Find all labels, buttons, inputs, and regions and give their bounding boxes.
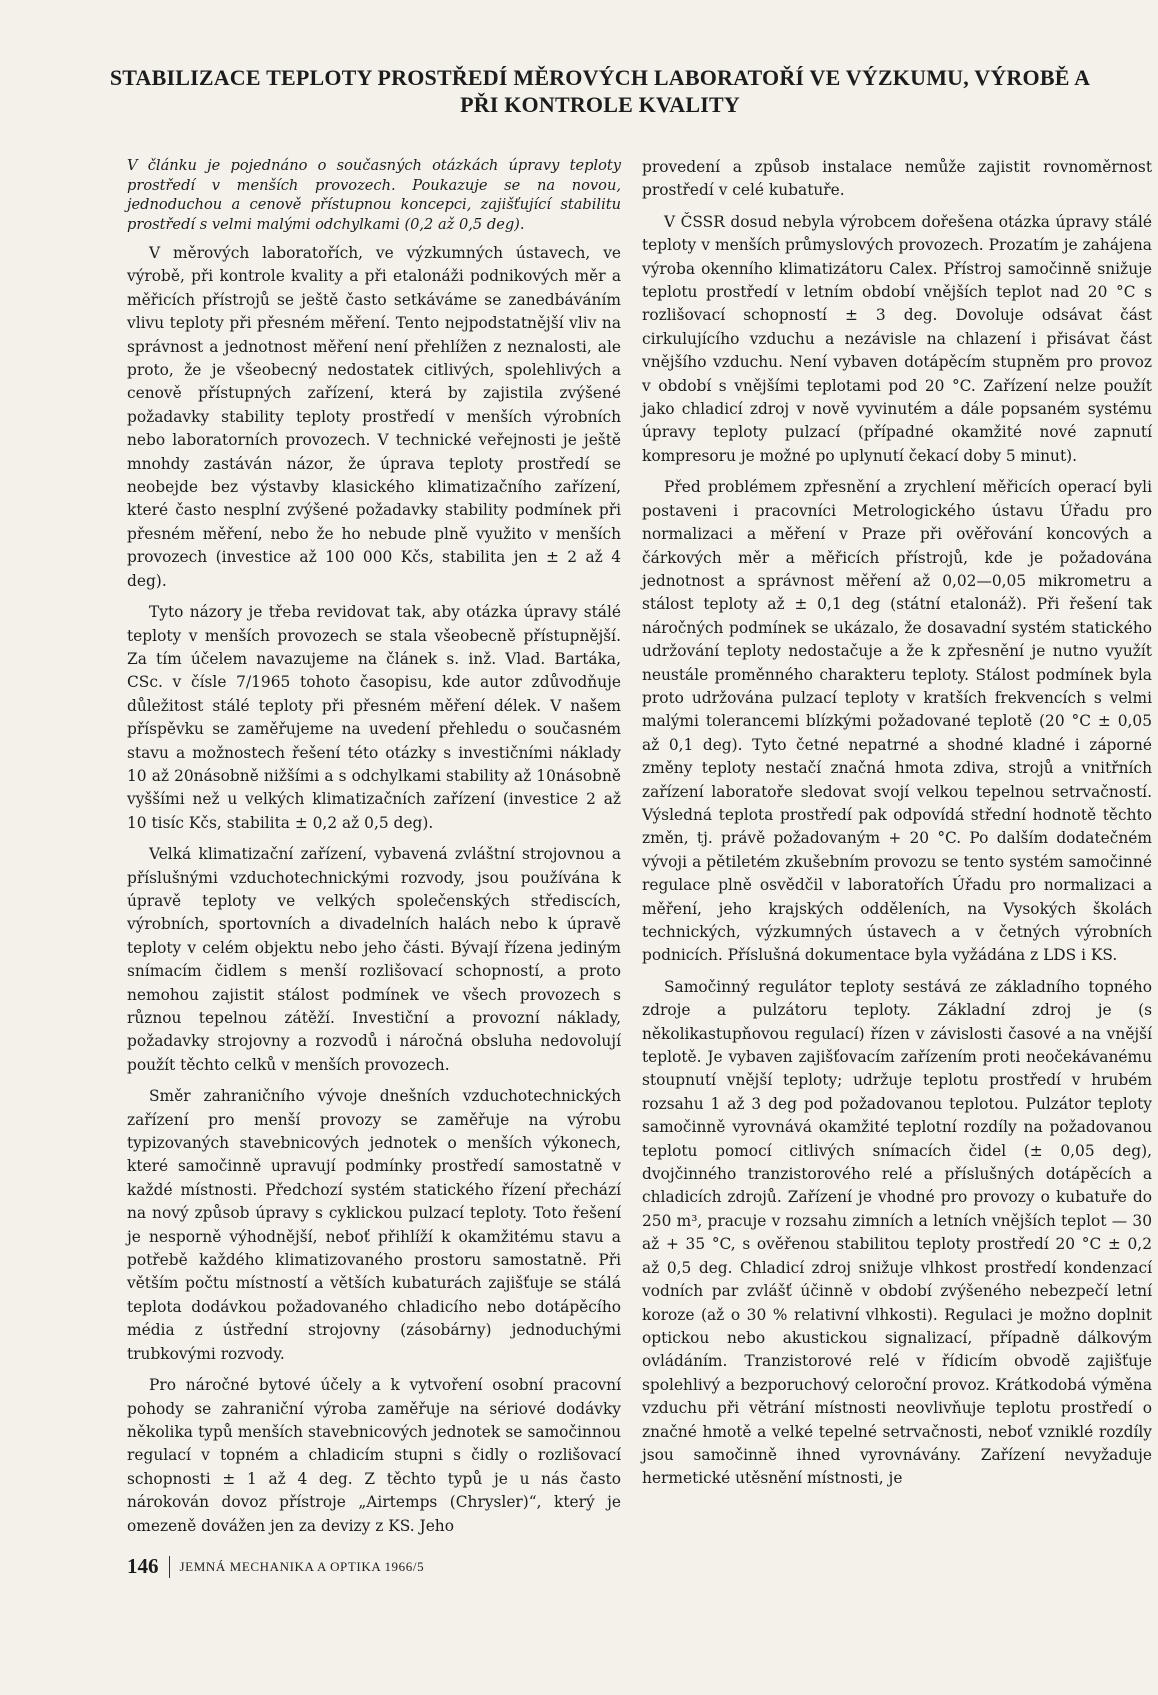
paragraph: Před problémem zpřesnění a zrychlení měřicích operací byli postaveni i pracovníci Metrologického ústavu Úřadu pro normalizaci a měření v Praze při ověřování koncových a čárkových měr a měřicích přístrojů, kde je požadována jednotnost a správnost měření až 0,02—0,05 mikrometru a stálost teploty až ± 0,1 deg (státní etalonáž). Při řešení tak náročných podmínek se ukázalo, že dosavadní systém statického udržování teploty nedostačuje a že k zpřesnění je nutno využít neustále proměnného charakteru teploty. Stálost podmínek byla proto udržována pulzací teploty v kratších frekvencích s velmi malými tolerancemi blízkými požadované teplotě (20 °C ± 0,05 až 0,1 deg). Tyto četné nepatrné a shodné kladné i záporné změny teploty nestačí značná hmota zdiva, strojů a vnitřních zařízení laboratoře sledovat svojí velkou tepelnou setrvačností. Výsledná teplota prostředí pak odpovídá střední hodnotě těchto změn, tj. právě požadovaným + 20 °C. Po dalším dodatečném vývoji a pětiletém zkušebním provozu se tento systém samočinné regulace plně osvědčil v laboratořích Úřadu pro normalizaci a měření, jeho krajských odděleních, na Vysokých školách technických, výzkumných ústavech a v četných výrobních podnicích. Příslušná dokumentace byla vyžádána z LDS i KS. [642,478,1152,965]
paragraph: V měrových laboratořích, ve výzkumných ústavech, ve výrobě, při kontrole kvality a při etalonáži podnikových měr a měřicích přístrojů se ještě často setkáváme se zanedbáváním vlivu teploty při přesném měření. Tento nejpodstatnější vliv na správnost a jednotnost měření není přehlížen z neznalosti, ale proto, že je všeobecný nedostatek citlivých, spolehlivých a cenově přístupných zařízení, která by zajistila zvýšené požadavky stability teploty prostředí v menších výrobních nebo laboratorních provozech. V technické veřejnosti je ještě mnohdy zastáván názor, že úprava teploty prostředí se neobejde bez výstavby klasického klimatizačního zařízení, které často nesplní zvýšené požadavky stability podmínek při přesném měření, nebo že ho nebude plně využito v menších provozech (investice až 100 000 Kčs, stabilita jen ± 2 až 4 deg). [127,244,621,590]
page-footer [127,1554,424,1579]
footer-divider [169,1556,170,1578]
left-column [127,156,621,1546]
paragraph: Tyto názory je třeba revidovat tak, aby otázka úpravy stálé teploty v menších provozech se stala všeobecně přístupnější. Za tím účelem navazujeme na článek s. inž. Vlad. Bartáka, CSc. v čísle 7/1965 tohoto časopisu, kde autor zdůvodňuje důležitost stálé teploty při přesném měření délek. V našem příspěvku se zaměřujeme na uvedení přehledu o současném stavu a možnostech řešení této otázky s investičními náklady 10 až 20násobně nižšími a s odchylkami stability až 10násobně vyššími než u velkých klimatizačních zařízení (investice 2 až 10 tisíc Kčs, stabilita ± 0,2 až 0,5 deg). [127,603,621,832]
abstract: V článku je pojednáno o současných otázkách úpravy teploty prostředí v menších provozech. Poukazuje se na novou, jednoduchou a cenově přístupnou koncepci, zajišťující stabilitu prostředí s velmi malými odchylkami (0,2 až 0,5 deg). [127,157,621,233]
paragraph: V ČSSR dosud nebyla výrobcem dořešena otázka úpravy stálé teploty v menších průmyslových provozech. Prozatím je zahájena výroba okenního klimatizátoru Calex. Přístroj samočinně snižuje teplotu prostředí v letním období vnějších teplot nad 20 °C s rozlišovací schopností ± 3 deg. Dovoluje odsávat část cirkulujícího vzduchu a nezávisle na chlazení i přisávat část vnějšího vzduchu. Není vybaven dotápěcím stupněm pro provoz v období s vnějšími teplotami pod 20 °C. Zařízení nelze použít jako chladicí zdroj v nově vyvinutém a dále popsaném systému úpravy teploty pulzací (případné okamžité nové zapnutí kompresoru je možné po uplynutí čekací doby 5 minut). [642,212,1152,465]
paragraph: Velká klimatizační zařízení, vybavená zvláštní strojovnou a příslušnými vzduchotechnickými rozvody, jsou používána k úpravě teploty ve velkých společenských střediscích, výrobních, sportovních a divadelních halách nebo k úpravě teploty v celém objektu nebo jeho části. Bývají řízena jediným snímacím čidlem s menší rozlišovací schopností, a proto nemohou zajistit stálost podmínek ve všech provozech s různou tepelnou zátěží. Investiční a provozní náklady, požadavky strojovny a rozvodů i náročná obsluha nedovolují použít těchto celků v menších provozech. [127,845,621,1074]
right-column [642,156,1152,1499]
page-number: 146 [127,1554,159,1578]
paragraph: Samočinný regulátor teploty sestává ze základního topného zdroje a pulzátoru teploty. Základní zdroj je (s několikastupňovou regulací) řízen v závislosti časové a na vnější teplotě. Je vybaven zajišťovacím zařízením proti neočekávanému stoupnutí vnější teploty; udržuje teplotu prostředí v hrubém rozsahu 1 až 3 deg pod požadovanou teplotou. Pulzátor teploty samočinně vyrovnává okamžité teplotní rozdíly na požadovanou teplotu pomocí citlivých snímacích čidel (± 0,05 deg), dvojčinného tranzistorového relé a příslušných dotápěcích a chladicích zdrojů. Zařízení je vhodné pro provozy o kubatuře do 250 m³, pracuje v rozsahu zimních a letních vnějších teplot — 30 až + 35 °C, s ověřenou stabilitou teploty prostředí 20 °C ± 0,2 až 0,5 deg. Chladicí zdroj snižuje vlhkost prostředí kondenzací vodních par zvlášť účinně v období zvýšeného nebezpečí letní koroze (až o 30 % relativní vlhkosti). Regulaci je možno doplnit optickou nebo akustickou signalizací, případně dálkovým ovládáním. Tranzistorové relé v řídicím obvodě zajišťuje spolehlivý a bezporuchový celoroční provoz. Krátkodobá výměna vzduchu při větrání místnosti neovlivňuje teplotu prostředí o značné hmotě a velké tepelné setrvačnosti, neboť vzniklé rozdíly jsou samočinně ihned vyrovnávány. Zařízení nevyžaduje hermetické utěsnění místnosti, je [642,977,1152,1488]
paragraph: provedení a způsob instalace nemůže zajistit rovnoměrnost prostředí v celé kubatuře. [642,158,1152,200]
paragraph: Směr zahraničního vývoje dnešních vzduchotechnických zařízení pro menší provozy se zaměřuje na výrobu typizovaných stavebnicových jednotek o menších výkonech, které samočinně upravují podmínky prostředí samostatně v každé místnosti. Předchozí systém statického řízení přechází na nový způsob úpravy s cyklickou pulzací teploty. Toto řešení je nesporně výhodnější, neboť přihlíží k okamžitému stavu a potřebě každého klimatizovaného prostoru samostatně. Při větším počtu místností a větších kubaturách zajišťuje se stálá teplota dodávkou požadovaného chladicího nebo dotápěcího média z ústřední strojovny (zásobárny) jednoduchými trubkovými rozvody. [127,1087,621,1363]
article-title: STABILIZACE TEPLOTY PROSTŘEDÍ MĚROVÝCH LABORATOŘÍ VE VÝZKUMU, VÝROBĚ A PŘI KONTROLE KVALITY [109,65,1091,117]
paragraph: Pro náročné bytové účely a k vytvoření osobní pracovní pohody se zahraniční výroba zaměřuje na sériové dodávky několika typů menších stavebnicových jednotek se samočinnou regulací v topném a chladicím stupni s čidly o rozlišovací schopnosti ± 1 až 4 deg. Z těchto typů je u nás často nárokován dovoz přístroje „Airtemps (Chrysler)“, který je omezeně dovážen jen za devizy z KS. Jeho [127,1376,621,1535]
journal-name: JEMNÁ MECHANIKA A OPTIKA 1966/5 [179,1558,425,1574]
